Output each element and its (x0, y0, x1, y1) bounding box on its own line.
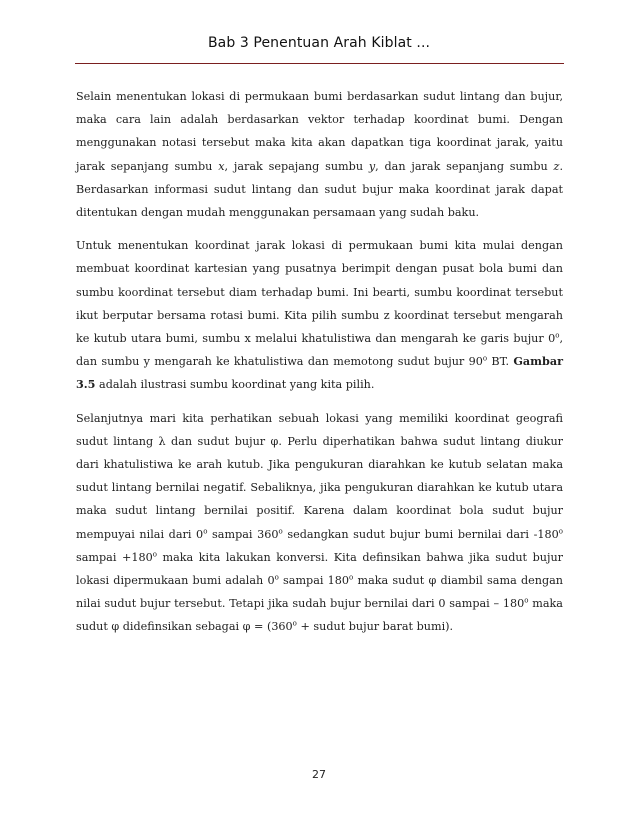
text-run: , dan sumbu y mengarah ke khatulistiwa dan memotong sudut bujur 90 (76, 332, 563, 369)
paragraph (76, 85, 563, 224)
degree-superscript: o (274, 573, 279, 582)
text-run: sampai 180 (278, 574, 350, 588)
degree-superscript: o (349, 573, 354, 582)
text-run: maka kita lakukan konversi. Kita definsikan bahwa jika sudut bujur lokasi dipermukaan bumi adalah 0 (76, 550, 563, 588)
figure-reference: Gambar 3.5 (76, 354, 563, 392)
text-run: sampai +180 (76, 550, 153, 564)
page-number: 27 (312, 768, 326, 781)
text-run: BT. (487, 355, 514, 369)
text-run: y (368, 159, 376, 173)
text-run: , dan jarak sepanjang sumbu (375, 159, 554, 173)
running-header-title: Bab 3 Penentuan Arah Kiblat ... (207, 35, 431, 51)
degree-superscript: o (524, 596, 529, 605)
degree-superscript: o (278, 526, 283, 535)
paragraph (76, 234, 563, 396)
degree-superscript: o (152, 550, 157, 559)
degree-superscript: o (558, 526, 563, 535)
body-text (76, 85, 563, 649)
text-run: maka sudut φ diambil sama dengan nilai sudut bujur tersebut. Tetapi jika sudah bujur bernilai dari 0 sampai – 180 (76, 574, 563, 611)
text-run: Selain menentukan lokasi di permukaan bumi berdasarkan sudut lintang dan bujur, maka cara lain adalah berdasarkan vektor terhadap koordinat bumi. Dengan menggunakan notasi tersebut maka kita akan dapatkan tiga koordinat jarak, yaitu jarak sepanjang sumbu (76, 90, 563, 173)
degree-superscript: o (203, 526, 208, 535)
degree-superscript: o (482, 354, 488, 363)
text-run: sedangkan sudut bujur bumi bernilai dari -180 (282, 527, 559, 541)
text-run: sampai 360 (207, 527, 279, 541)
degree-superscript: o (555, 331, 560, 340)
text-run: , jarak sepajang sumbu (224, 159, 369, 173)
text-run: . Berdasarkan informasi sudut lintang dan sudut bujur maka koordinat jarak dapat ditentukan dengan mudah menggunakan persamaan yang sudah baku. (76, 159, 563, 220)
text-run: adalah ilustrasi sumbu koordinat yang kita pilih. (95, 378, 375, 392)
paragraph (76, 407, 563, 639)
text-run: Untuk menentukan koordinat jarak lokasi di permukaan bumi kita mulai dengan membuat koordinat kartesian yang pusatnya berimpit dengan pusat bola bumi dan sumbu koordinat tersebut diam terhadap bumi. Ini bearti, sumbu koordinat tersebut ikut berputar bersama rotasi bumi. Kita pilih sumbu z koordinat tersebut mengarah ke kutub utara bumi, sumbu x melalui khatulistiwa dan mengarah ke garis bujur 0 (76, 239, 563, 346)
text-run: + sudut bujur barat bumi). (296, 620, 454, 634)
text-run: Selanjutnya mari kita perhatikan sebuah lokasi yang memiliki koordinat geografi sudut lintang λ dan sudut bujur φ. Perlu diperhatikan bahwa sudut lintang diukur dari khatulistiwa ke arah kutub. Jika pengukuran diarahkan ke kutub selatan maka sudut lintang bernilai negatif. Sebaliknya, jika pengukuran diarahkan ke kutub utara maka sudut lintang bernilai positif. Karena dalam koordinat bola sudut bujur mempuyai nilai dari 0 (76, 411, 563, 541)
text-run: z (553, 159, 560, 173)
text-run: x (218, 159, 225, 173)
degree-superscript: o (292, 619, 297, 628)
text-run: maka sudut φ didefinsikan sebagai φ = (360 (76, 597, 563, 634)
header-rule (75, 63, 564, 64)
